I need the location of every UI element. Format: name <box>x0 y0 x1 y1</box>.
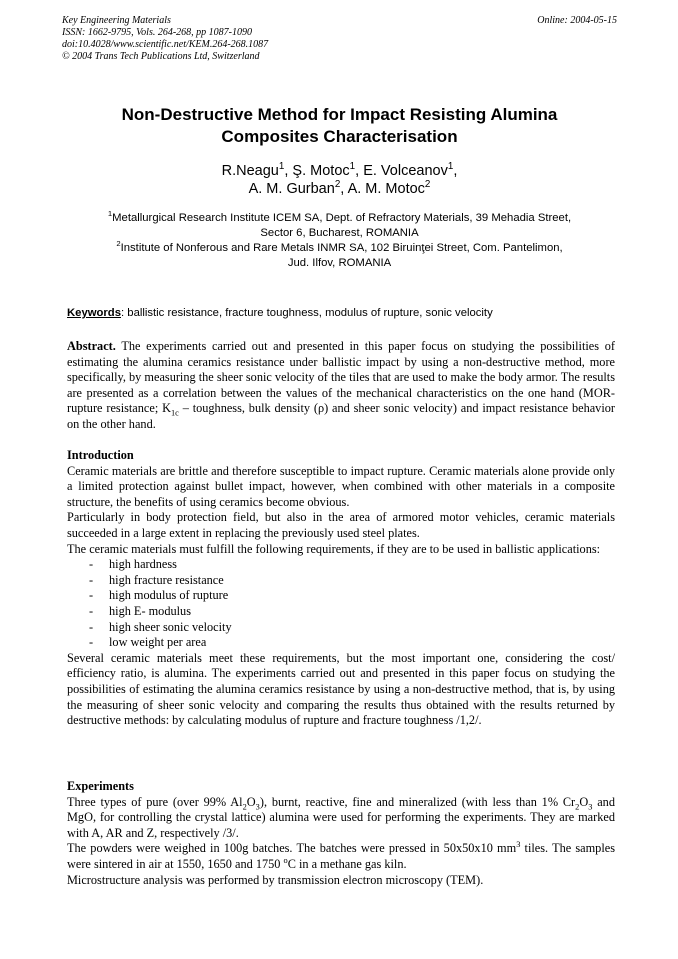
affiliation-marker: 2 <box>424 179 431 191</box>
journal-header <box>62 15 617 63</box>
title-line-2: Composites Characterisation <box>221 127 458 146</box>
journal-name: Key Engineering Materials <box>62 15 171 26</box>
paper-title <box>62 104 617 148</box>
affiliation-marker: 2 <box>116 239 121 249</box>
list-item: - high sheer sonic velocity <box>89 620 615 636</box>
introduction-heading: Introduction <box>67 448 134 462</box>
affiliation-marker: 1 <box>107 209 113 219</box>
affiliation-2-line-2: Jud. Ilfov, ROMANIA <box>287 257 392 269</box>
affiliation-2-line-1: Institute of Nonferous and Rare Metals INMR SA, 102 Biruinţei Street, Com. Pantelimon, <box>120 242 563 254</box>
experiments-heading: Experiments <box>67 779 134 793</box>
keywords: Keywords: ballistic resistance, fracture toughness, modulus of rupture, sonic velocity <box>67 307 493 319</box>
list-item: - low weight per area <box>89 635 615 651</box>
list-item: - high hardness <box>89 557 615 573</box>
author-name: A. M. Motoc <box>347 181 425 197</box>
issn-line: ISSN: 1662-9795, Vols. 264-268, pp 1087-1090 <box>62 27 252 38</box>
abstract-label: Abstract. <box>67 339 116 353</box>
requirements-list <box>67 557 615 651</box>
affiliations <box>62 211 617 271</box>
title-line-1: Non-Destructive Method for Impact Resisting Alumina <box>121 105 558 124</box>
affiliation-1-line-2: Sector 6, Bucharest, ROMANIA <box>260 227 419 239</box>
abstract-text-2: – toughness, bulk density (ρ) and sheer sonic velocity) and impact resistance behavior on the other hand. <box>67 401 615 431</box>
list-item: - high modulus of rupture <box>89 588 615 604</box>
author-name: E. Volceanov <box>363 163 448 179</box>
list-item: - high E- modulus <box>89 604 615 620</box>
copyright-line: © 2004 Trans Tech Publications Ltd, Switzerland <box>62 51 260 62</box>
author-list: R.Neagu$^1$, Ş. Motoc$^1$, E. Volceanov$^1$, A. M. Gurban$^2$, A. M. Motoc$^2$ <box>221 161 458 197</box>
introduction-paragraph-4: Several ceramic materials meet these requirements, but the most important one, considering the cost/ efficiency ratio, is alumina. The experiments carried out and presented in this paper focus on studying the possibilities of estimating the alumina ceramics resistance by using a non-destructive method, that is, by using the measuring of sheer sonic velocity and comparing the results thus obtained with the results returned by destructive methods: by calculating modulus of rupture and fracture toughness /1,2/. <box>67 650 615 728</box>
author-name: A. M. Gurban <box>248 181 335 197</box>
experiments-paragraph-2: The powders were weighed in 100g batches. The batches were pressed in 50x50x10 $mm^3$ tiles. The samples were sintered in air at 1550, 1650 and 1750 $^o$C in a methane gas kiln. <box>67 840 615 871</box>
affiliation-marker: 1 <box>278 161 285 173</box>
experiments-paragraph-3: Microstructure analysis was performed by transmission electron microscopy (TEM). <box>67 872 484 887</box>
affiliation-1-line-1: Metallurgical Research Institute ICEM SA, Dept. of Refractory Materials, 39 Mehadia Street, <box>112 212 572 224</box>
online-date: Online: 2004-05-15 <box>537 15 617 26</box>
affiliation-marker: 1 <box>447 161 454 173</box>
author-name: Ş. Motoc <box>292 163 350 179</box>
k1c-subscript: 1c <box>170 408 179 418</box>
abstract <box>67 339 615 433</box>
affiliation-marker: 1 <box>349 161 356 173</box>
affiliation-marker: 2 <box>334 179 341 191</box>
doi-line: doi:10.4028/www.scientific.net/KEM.264-268.1087 <box>62 39 269 50</box>
list-item: - high fracture resistance <box>89 573 615 589</box>
introduction-paragraph-2: Particularly in body protection field, but also in the area of armored motor vehicles, ceramic materials succeeded in a large extent in replacing the previously used steel plates. <box>67 510 615 540</box>
experiments-section <box>67 779 615 888</box>
introduction-paragraph-3: The ceramic materials must fulfill the following requirements, if they are to be used in ballistic applications: <box>67 541 601 556</box>
author-name: R.Neagu <box>221 163 279 179</box>
experiments-paragraph-1: Three types of pure (over 99% $Al_2O_3$), burnt, reactive, fine and mineralized (with less than 1% $Cr_2O_3$ and MgO, for controlling the crystal lattice) alumina were used for performing the experiments. They are marked with A, AR and Z, respectively /3/. <box>67 794 615 840</box>
keywords-label: Keywords <box>67 307 121 319</box>
introduction-section <box>67 448 615 729</box>
introduction-paragraph-1: Ceramic materials are brittle and therefore susceptible to impact rupture. Ceramic materials alone provide only a limited protection against bullet impact, however, when combined with other materials in a composite structure, the benefits of using ceramics become obvious. <box>67 463 615 509</box>
keywords-text: ballistic resistance, fracture toughness, modulus of rupture, sonic velocity <box>127 307 493 319</box>
abstract-text-1: The experiments carried out and presented in this paper focus on studying the possibilities of estimating the alumina ceramics resistance under ballistic impact by using a non-destructive method, more specifically, by measuring the sheer sonic velocity of the tiles that are used to make the body armor. The results are presented as a correlation between the values of the mechanical characteristics on the one hand (MOR- rupture resistance; K <box>67 339 615 416</box>
